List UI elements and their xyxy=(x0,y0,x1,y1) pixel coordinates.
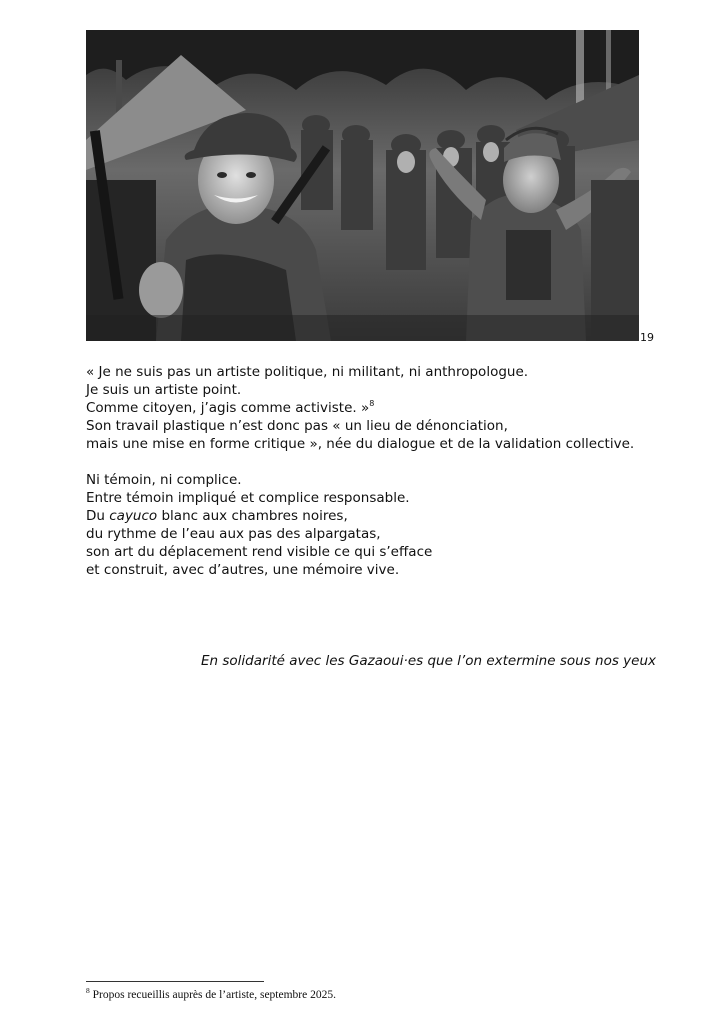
paragraph-line: Du cayuco blanc aux chambres noires, xyxy=(86,508,348,524)
footnote-text: Propos recueillis auprès de l’artiste, septembre 2025. xyxy=(89,989,336,1001)
dedication: En solidarité avec les Gazaoui·es que l’on extermine sous nos yeux xyxy=(201,653,656,669)
photo-guerrilla-fighters xyxy=(86,30,639,341)
paragraph-line: Son travail plastique n’est donc pas « un lieu de dénonciation, xyxy=(86,418,508,434)
quote-line: Je suis un artiste point. xyxy=(86,382,242,398)
quote-line: « Je ne suis pas un artiste politique, ni militant, ni anthropologue. xyxy=(86,364,529,380)
footnote-number: 8 xyxy=(86,986,90,995)
footnote-reference[interactable]: 8 xyxy=(369,399,375,408)
main-text xyxy=(86,363,686,579)
paragraph-line: mais une mise en forme critique », née du dialogue et de la validation collective. xyxy=(86,436,635,452)
paragraph-line: son art du déplacement rend visible ce qui s’efface xyxy=(86,544,433,560)
paragraph-line: Ni témoin, ni complice. xyxy=(86,472,242,488)
figure-number: 19 xyxy=(640,331,654,344)
quote-line: Comme citoyen, j’agis comme activiste. »$^8$ xyxy=(86,399,375,416)
italic-term-cayuco: cayuco xyxy=(109,508,158,524)
paragraph-line: Entre témoin impliqué et complice responsable. xyxy=(86,490,410,506)
paragraph-spacer xyxy=(86,453,686,471)
footnote xyxy=(86,988,336,1002)
paragraph-line: et construit, avec d’autres, une mémoire vive. xyxy=(86,562,400,578)
footnote-separator xyxy=(86,981,264,982)
paragraph-line: du rythme de l’eau aux pas des alpargatas, xyxy=(86,526,381,542)
